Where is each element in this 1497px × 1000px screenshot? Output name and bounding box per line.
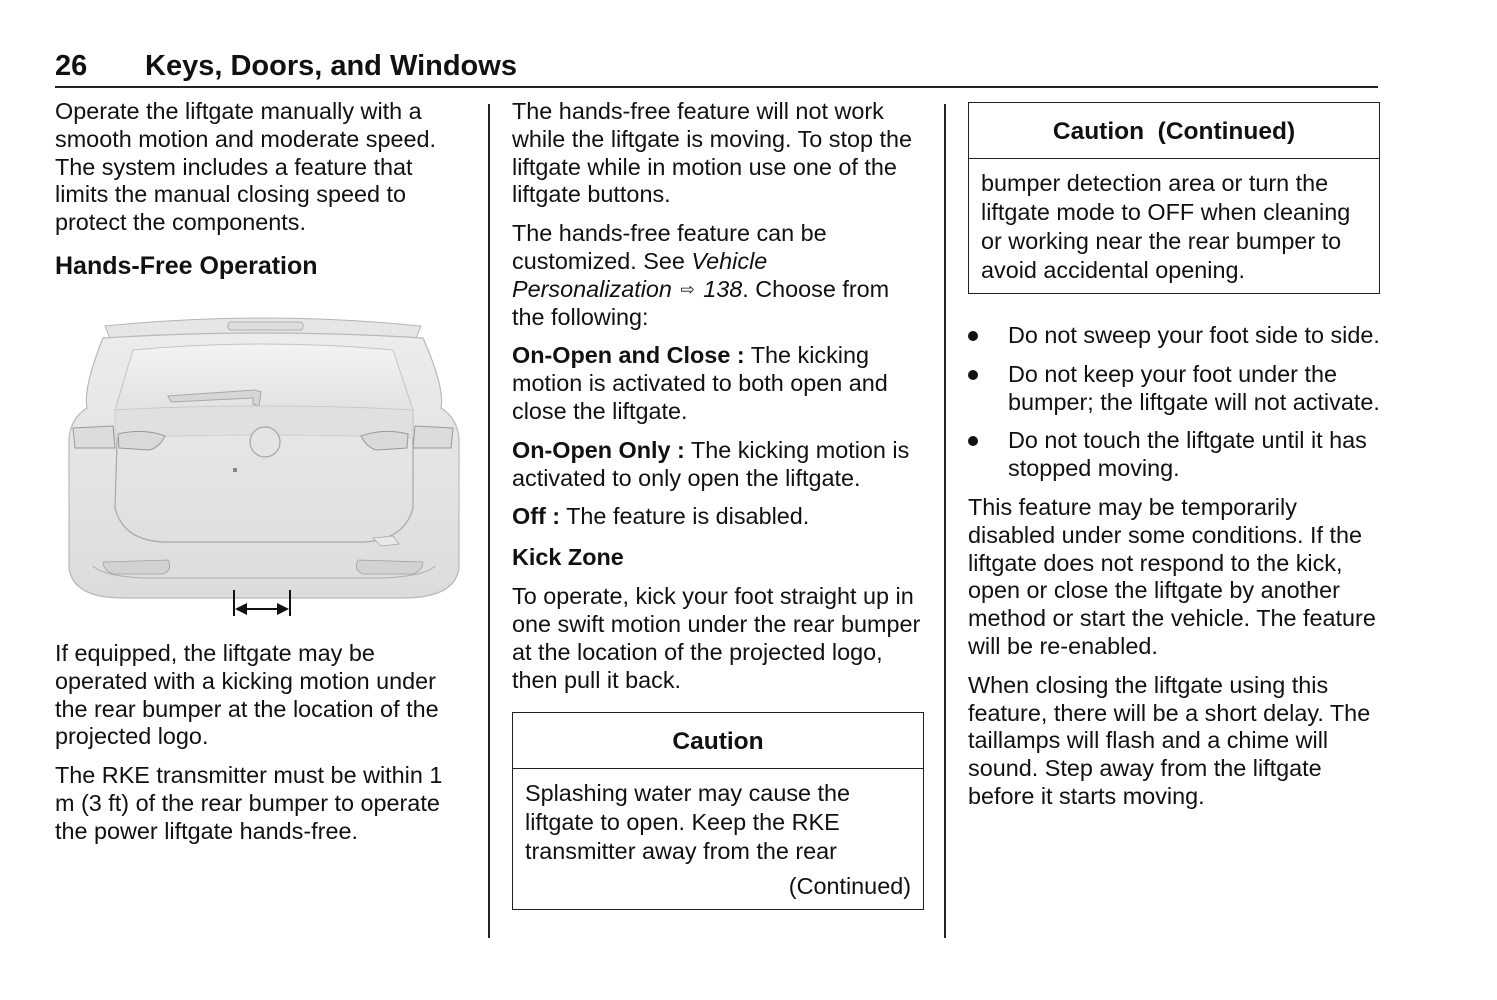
rke-range-paragraph: The RKE transmitter must be within 1 m (3 ft) of the rear bumper to operate the power liftgate hands-free.	[55, 762, 443, 844]
column-3	[968, 98, 1380, 822]
option-on-open-and-close: On-Open and Close : The kicking motion is activated to both open and close the liftgate.	[512, 342, 888, 424]
page-header	[55, 48, 1378, 88]
caution-body: Splashing water may cause the liftgate to open. Keep the RKE transmitter away from the rear	[525, 780, 851, 865]
column-1	[55, 98, 465, 857]
bullet-item: Do not keep your foot under the bumper; the liftgate will not activate.	[968, 361, 1380, 417]
section-heading: Hands-Free Operation	[55, 251, 318, 280]
kick-zone-paragraph: To operate, kick your foot straight up in one swift motion under the rear bumper at the location of the projected logo, then pull it back.	[512, 583, 921, 693]
page-number: 26	[55, 50, 88, 82]
section-title: Keys, Doors, and Windows	[145, 50, 517, 82]
intro-paragraph: Operate the liftgate manually with a smooth motion and moderate speed. The system includes a feature that limits the manual closing speed to protect the components.	[55, 98, 436, 236]
caution-continued-title: Caution (Continued)	[969, 103, 1379, 159]
column-divider	[488, 104, 490, 938]
kick-description-paragraph: If equipped, the liftgate may be operated with a kicking motion under the rear bumper at the location of the projected logo.	[55, 639, 439, 750]
page-reference-arrow-icon: ⇨	[680, 279, 695, 299]
car-rear-icon	[63, 298, 463, 628]
option-on-open-only: On-Open Only : The kicking motion is activated to only open the liftgate.	[512, 436, 910, 491]
caution-box	[512, 712, 924, 910]
customize-paragraph: The hands-free feature can be customized. See Vehicle Personalization ⇨ 138. Choose from the following:	[512, 220, 890, 330]
caution-continued-box	[968, 102, 1380, 294]
caution-continued-body: bumper detection area or turn the liftgate mode to OFF when cleaning or working near the rear bumper to avoid accidental opening.	[981, 170, 1351, 283]
column-divider	[944, 104, 946, 938]
bullet-icon	[968, 436, 978, 446]
not-work-paragraph: The hands-free feature will not work while the liftgate is moving. To stop the liftgate while in motion use one of the liftgate buttons.	[512, 98, 913, 208]
caution-title: Caution	[513, 713, 923, 769]
caution-continued-label: (Continued)	[788, 873, 911, 900]
option-off: Off : The feature is disabled.	[512, 503, 810, 530]
vehicle-rear-illustration	[63, 298, 463, 628]
page-reference-number[interactable]: 138	[703, 275, 743, 302]
warning-bullet-list	[968, 322, 1380, 483]
closing-delay-paragraph: When closing the liftgate using this feature, there will be a short delay. The taillamps will flash and a chime will sound. Step away from the liftgate before it starts moving.	[968, 671, 1371, 809]
vehicle-personalization-link[interactable]: Vehicle Personalization	[512, 247, 768, 302]
temporarily-disabled-paragraph: This feature may be temporarily disabled under some conditions. If the liftgate does not respond to the kick, open or close the liftgate by another method or start the vehicle. The feature will be re-enabled.	[968, 493, 1376, 659]
column-2	[512, 98, 924, 910]
bullet-item: Do not sweep your foot side to side.	[968, 322, 1380, 350]
bullet-icon	[968, 370, 978, 380]
bullet-icon	[968, 331, 978, 341]
bullet-item: Do not touch the liftgate until it has stopped moving.	[968, 427, 1380, 483]
kick-zone-heading: Kick Zone	[512, 544, 624, 571]
